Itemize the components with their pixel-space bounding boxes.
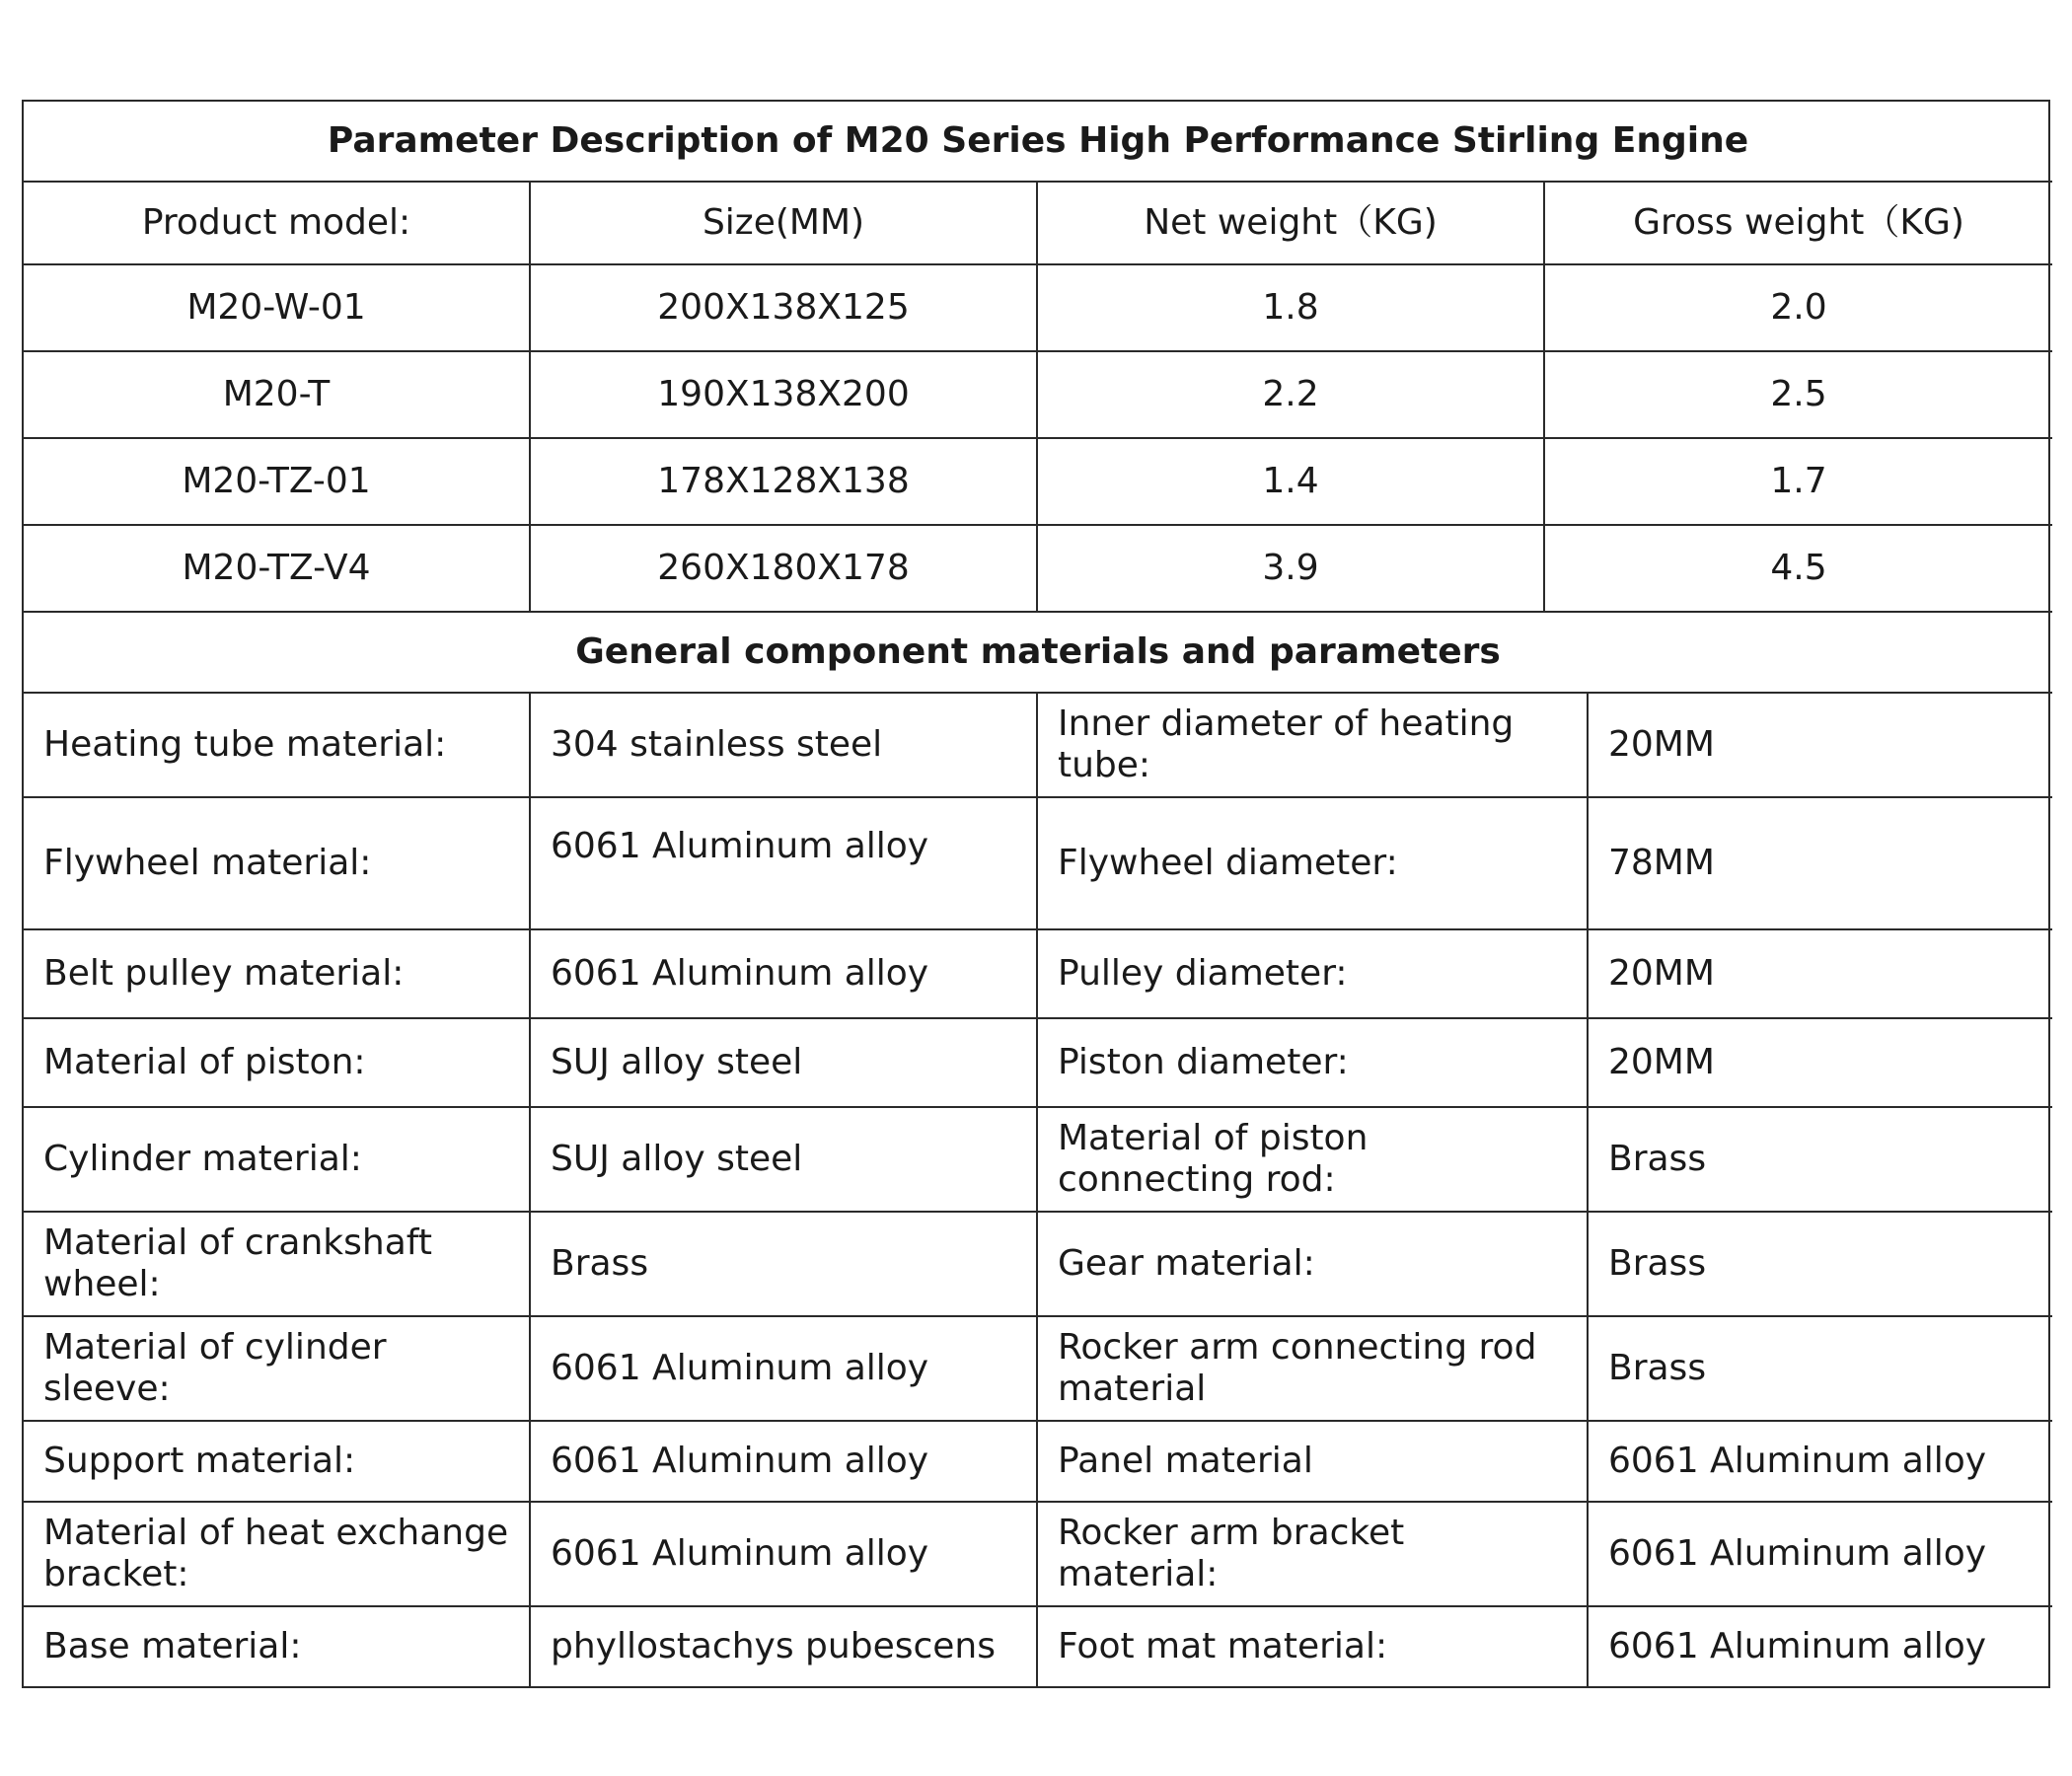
table-row — [24, 264, 2052, 351]
parameter-value: 6061 Aluminum alloy — [1588, 1606, 2052, 1686]
table-row — [24, 351, 2052, 438]
parameter-label: Material of piston connecting rod: — [1037, 1107, 1588, 1212]
spec-header-row — [24, 182, 2052, 264]
material-label: Heating tube material: — [24, 694, 530, 797]
table-row — [24, 1502, 2052, 1606]
table-row — [24, 929, 2052, 1018]
parameter-value: 6061 Aluminum alloy — [1588, 1421, 2052, 1502]
cell-net-weight: 1.8 — [1037, 264, 1544, 351]
spec-table — [24, 102, 2052, 694]
material-label: Cylinder material: — [24, 1107, 530, 1212]
materials-table — [24, 694, 2052, 1686]
table-row — [24, 1606, 2052, 1686]
cell-size: 190X138X200 — [530, 351, 1037, 438]
parameter-label: Pulley diameter: — [1037, 929, 1588, 1018]
cell-size: 178X128X138 — [530, 438, 1037, 525]
material-label: Material of piston: — [24, 1018, 530, 1107]
parameter-label: Inner diameter of heating tube: — [1037, 694, 1588, 797]
parameter-label: Flywheel diameter: — [1037, 797, 1588, 929]
cell-model: M20-T — [24, 351, 530, 438]
table-row — [24, 1018, 2052, 1107]
parameter-label: Foot mat material: — [1037, 1606, 1588, 1686]
material-value: phyllostachys pubescens — [530, 1606, 1037, 1686]
parameter-value: 20MM — [1588, 929, 2052, 1018]
parameter-label: Rocker arm connecting rod material — [1037, 1316, 1588, 1421]
cell-size: 200X138X125 — [530, 264, 1037, 351]
material-value: SUJ alloy steel — [530, 1107, 1037, 1212]
table-row — [24, 1212, 2052, 1316]
cell-gross-weight: 2.5 — [1544, 351, 2052, 438]
header-net-weight: Net weight（KG) — [1037, 182, 1544, 264]
material-value: 6061 Aluminum alloy — [530, 929, 1037, 1018]
table-row — [24, 694, 2052, 797]
parameter-label: Panel material — [1037, 1421, 1588, 1502]
table-row — [24, 438, 2052, 525]
material-value: 6061 Aluminum alloy — [530, 1421, 1037, 1502]
parameter-table — [22, 100, 2050, 1688]
material-label: Material of heat exchange bracket: — [24, 1502, 530, 1606]
cell-gross-weight: 1.7 — [1544, 438, 2052, 525]
material-label: Flywheel material: — [24, 797, 530, 929]
table-row — [24, 525, 2052, 612]
material-value: 6061 Aluminum alloy — [530, 797, 1037, 929]
cell-net-weight: 3.9 — [1037, 525, 1544, 612]
table-row — [24, 1316, 2052, 1421]
cell-model: M20-TZ-V4 — [24, 525, 530, 612]
parameter-value: 6061 Aluminum alloy — [1588, 1502, 2052, 1606]
section-title: General component materials and parameters — [24, 612, 2052, 693]
parameter-label: Piston diameter: — [1037, 1018, 1588, 1107]
parameter-value: 20MM — [1588, 694, 2052, 797]
cell-net-weight: 2.2 — [1037, 351, 1544, 438]
parameter-label: Rocker arm bracket material: — [1037, 1502, 1588, 1606]
material-label: Support material: — [24, 1421, 530, 1502]
material-value: Brass — [530, 1212, 1037, 1316]
header-gross-weight: Gross weight（KG) — [1544, 182, 2052, 264]
cell-gross-weight: 4.5 — [1544, 525, 2052, 612]
cell-size: 260X180X178 — [530, 525, 1037, 612]
parameter-value: 20MM — [1588, 1018, 2052, 1107]
table-title: Parameter Description of M20 Series High Performance Stirling Engine — [24, 102, 2052, 182]
cell-model: M20-W-01 — [24, 264, 530, 351]
header-size: Size(MM) — [530, 182, 1037, 264]
table-row — [24, 1107, 2052, 1212]
parameter-value: 78MM — [1588, 797, 2052, 929]
material-label: Belt pulley material: — [24, 929, 530, 1018]
parameter-value: Brass — [1588, 1107, 2052, 1212]
header-product-model: Product model: — [24, 182, 530, 264]
material-value: 6061 Aluminum alloy — [530, 1502, 1037, 1606]
parameter-label: Gear material: — [1037, 1212, 1588, 1316]
table-row — [24, 1421, 2052, 1502]
material-label: Material of crankshaft wheel: — [24, 1212, 530, 1316]
parameter-value: Brass — [1588, 1212, 2052, 1316]
material-label: Base material: — [24, 1606, 530, 1686]
material-value: 304 stainless steel — [530, 694, 1037, 797]
material-value: 6061 Aluminum alloy — [530, 1316, 1037, 1421]
table-row — [24, 797, 2052, 929]
cell-gross-weight: 2.0 — [1544, 264, 2052, 351]
parameter-value: Brass — [1588, 1316, 2052, 1421]
cell-net-weight: 1.4 — [1037, 438, 1544, 525]
cell-model: M20-TZ-01 — [24, 438, 530, 525]
material-label: Material of cylinder sleeve: — [24, 1316, 530, 1421]
material-value: SUJ alloy steel — [530, 1018, 1037, 1107]
